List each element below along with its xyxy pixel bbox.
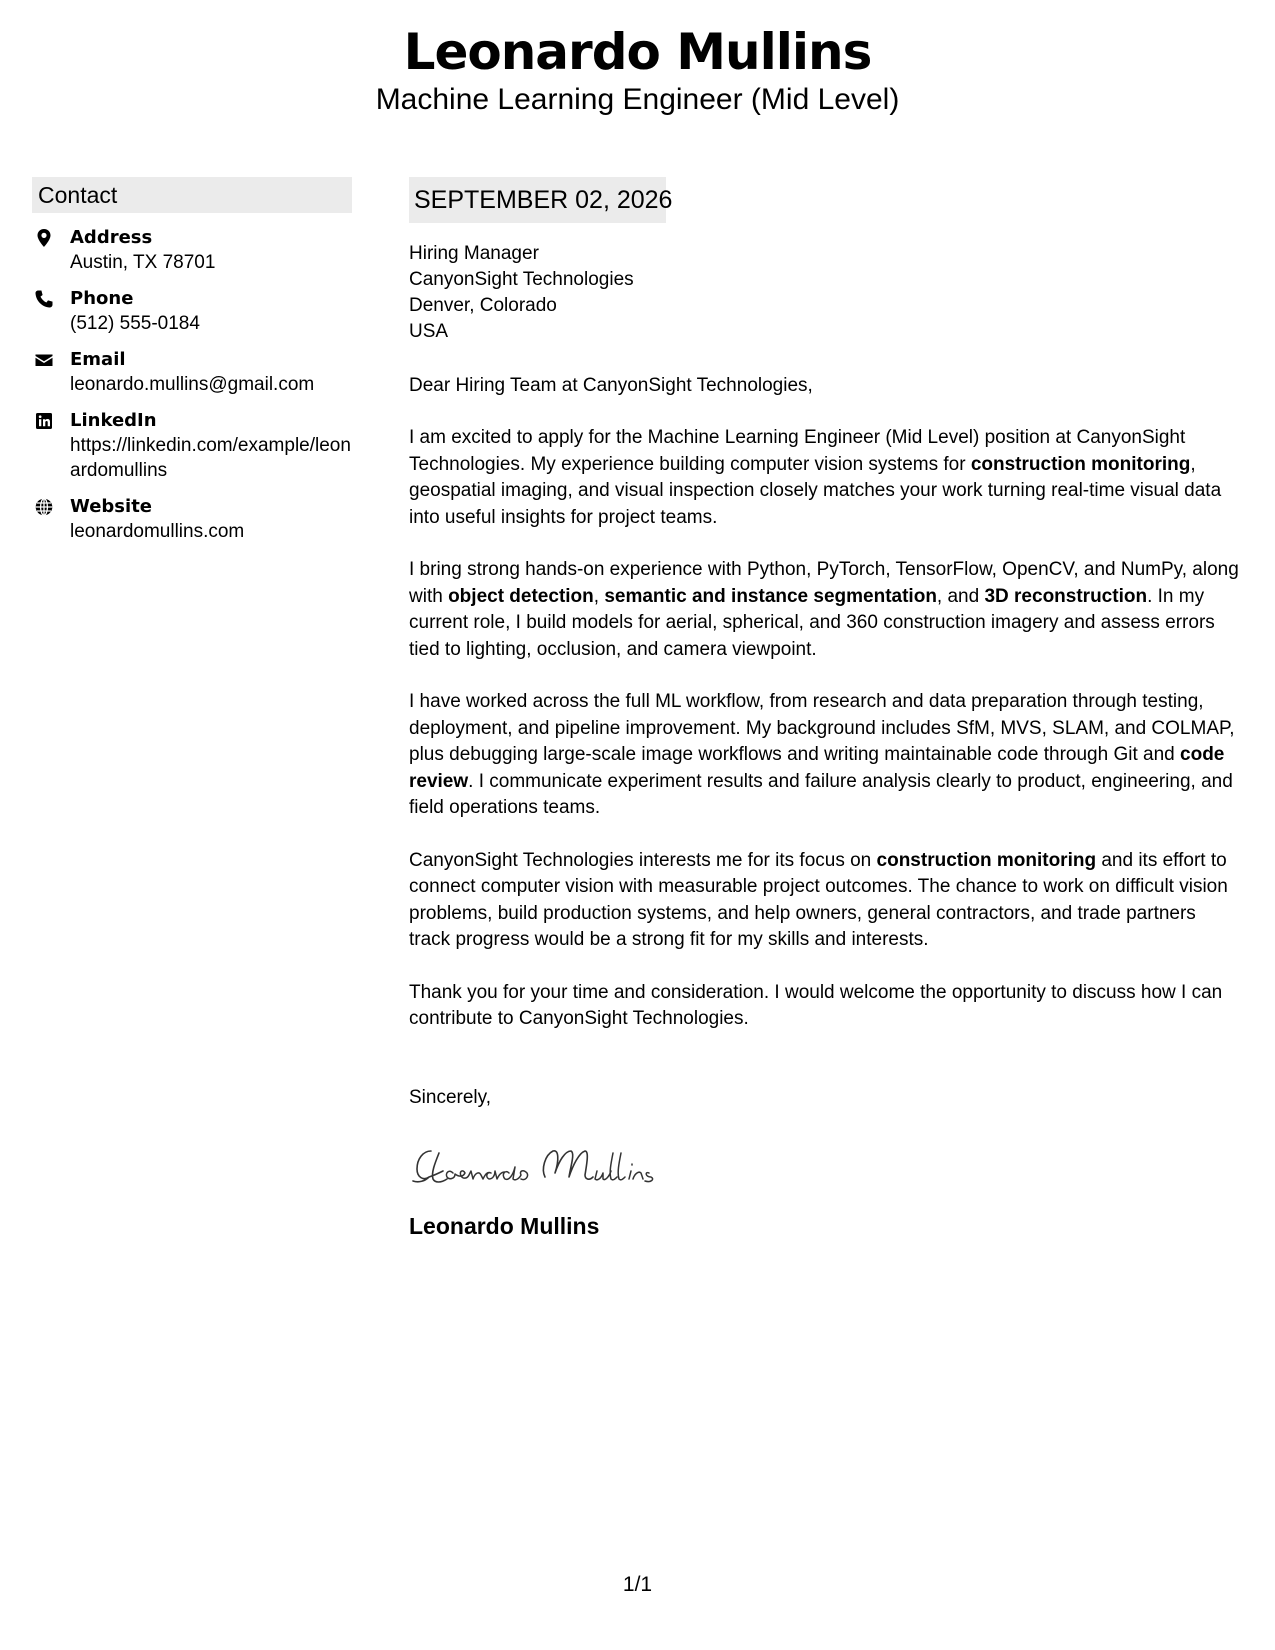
contact-label-address: Address <box>70 227 153 248</box>
page-number: 1/1 <box>622 1573 653 1596</box>
contact-item-email <box>32 347 352 397</box>
handwritten-signature <box>409 1139 1239 1193</box>
globe-icon <box>34 497 54 517</box>
recipient-line: USA <box>409 321 449 342</box>
paragraph-4 <box>409 848 1239 954</box>
page-header <box>0 22 1275 118</box>
paragraph-text: , and <box>936 585 985 607</box>
recipient-block <box>409 241 1239 345</box>
paragraph-bold-text: semantic and instance segmentation <box>604 585 937 607</box>
paragraph-text: , <box>593 585 605 607</box>
paragraph-2 <box>409 557 1239 663</box>
contact-item-phone <box>32 286 352 336</box>
salutation: Dear Hiring Team at CanyonSight Technologies, <box>409 375 813 396</box>
paragraph-text: I have worked across the full ML workflow, from research and data preparation through testing, deployment, and pipeline improvement. My background includes SfM, MVS, SLAM, and COLMAP, plus debugging large-scale image workflows and writing maintainable code through Git and <box>409 691 1235 765</box>
location-pin-icon <box>34 228 54 248</box>
linkedin-icon <box>34 411 54 431</box>
phone-icon <box>34 289 54 309</box>
applicant-role: Machine Learning Engineer (Mid Level) <box>375 83 900 116</box>
contact-sidebar <box>32 177 352 555</box>
contact-label-email: Email <box>70 349 126 370</box>
contact-item-website <box>32 494 352 544</box>
paragraph-text: , geospatial imaging, and visual inspection closely matches your work turning real-time visual data into useful insights for project teams. <box>409 453 1222 528</box>
paragraph-bold-text: 3D reconstruction <box>984 585 1148 607</box>
paragraph-text: CanyonSight Technologies interests me for its focus on <box>409 849 877 871</box>
letter-date: SEPTEMBER 02, 2026 <box>409 177 666 223</box>
recipient-line: CanyonSight Technologies <box>409 269 634 290</box>
contact-value-linkedin[interactable]: https://linkedin.com/example/leonardomullins <box>70 435 351 481</box>
paragraph-text: . I communicate experiment results and failure analysis clearly to product, engineering, and field operations teams. <box>409 770 1233 818</box>
paragraph-bold-text: construction monitoring <box>876 849 1097 871</box>
contact-label-website: Website <box>70 496 153 517</box>
contact-value-email[interactable]: leonardo.mullins@gmail.com <box>70 374 315 395</box>
closing: Sincerely, <box>409 1086 492 1108</box>
contact-value-phone: (512) 555-0184 <box>70 313 200 334</box>
contact-label-phone: Phone <box>70 288 134 309</box>
contact-value-address: Austin, TX 78701 <box>70 252 216 273</box>
contact-item-address <box>32 225 352 275</box>
contact-item-linkedin <box>32 408 352 483</box>
paragraph-text: I bring strong hands-on experience with Python, PyTorch, TensorFlow, OpenCV, and NumPy, along with <box>409 559 1239 607</box>
paragraph-3 <box>409 689 1239 822</box>
recipient-line: Hiring Manager <box>409 243 539 264</box>
recipient-line: Denver, Colorado <box>409 295 557 316</box>
envelope-icon <box>34 350 54 370</box>
contact-section-title: Contact <box>32 177 352 213</box>
paragraph-text: Thank you for your time and consideration. I would welcome the opportunity to discuss how I can contribute to CanyonSight Technologies. <box>409 981 1223 1029</box>
contact-value-website[interactable]: leonardomullins.com <box>70 521 245 542</box>
paragraph-5 <box>409 980 1239 1033</box>
paragraph-text: I am excited to apply for the Machine Learning Engineer (Mid Level) position at CanyonSight Technologies. My experience building computer vision systems for <box>409 427 1186 475</box>
paragraph-1 <box>409 425 1239 531</box>
contact-label-linkedin: LinkedIn <box>70 410 157 431</box>
applicant-name: Leonardo Mullins <box>403 23 872 81</box>
contact-list <box>32 225 352 544</box>
paragraph-bold-text: code review <box>409 744 1225 792</box>
paragraph-text: and its effort to connect computer vision with measurable project outcomes. The chance to work on difficult vision problems, build production systems, and help owners, general contractors, and trade partners track progress would be a strong fit for my skills and interests. <box>409 849 1228 950</box>
letter-body <box>409 177 1239 1241</box>
paragraph-bold-text: object detection <box>448 585 594 607</box>
signer-name: Leonardo Mullins <box>409 1212 600 1239</box>
paragraph-text: . In my current role, I build models for aerial, spherical, and 360 construction imagery and assess errors tied to lighting, occlusion, and camera viewpoint. <box>409 585 1215 660</box>
paragraph-bold-text: construction monitoring <box>970 453 1191 475</box>
